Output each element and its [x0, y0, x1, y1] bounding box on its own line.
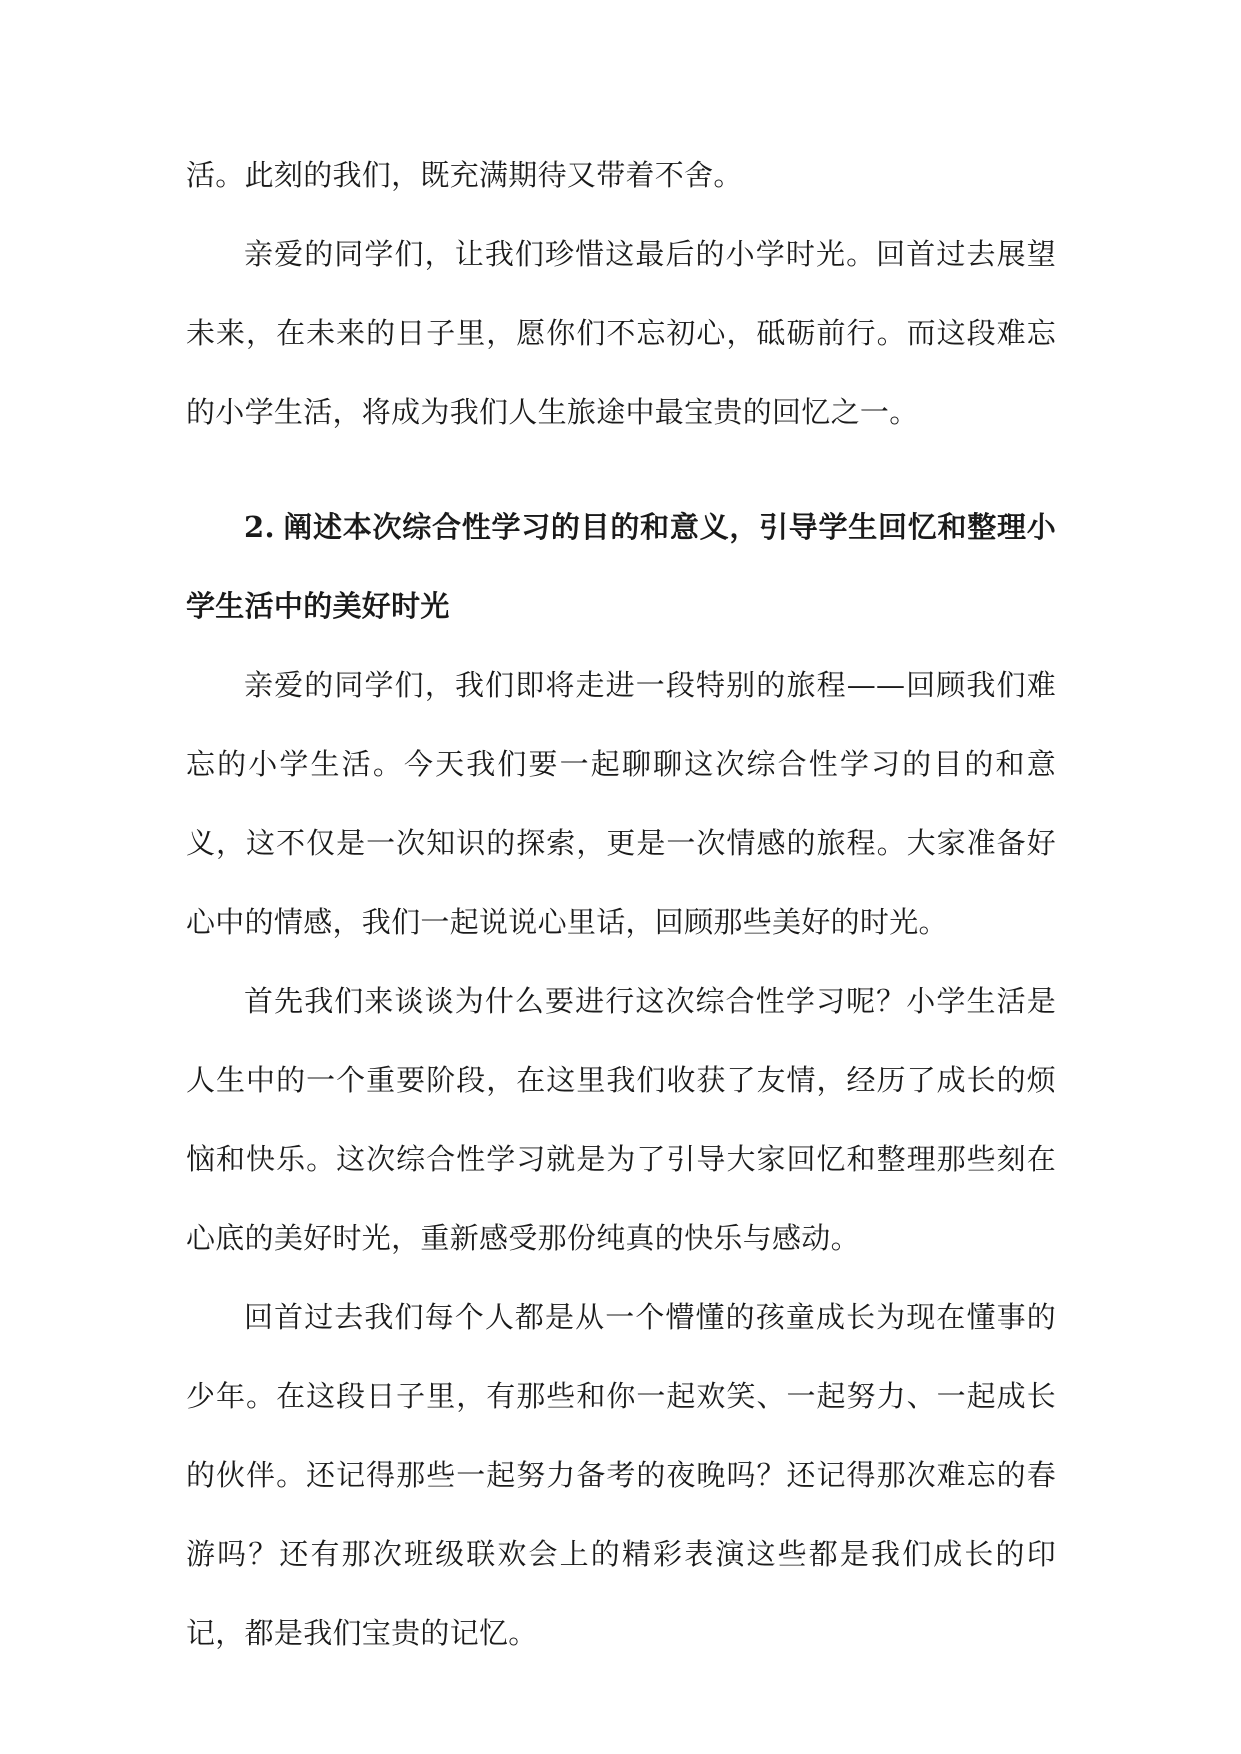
- paragraph-purpose: 首先我们来谈谈为什么要进行这次综合性学习呢？小学生活是人生中的一个重要阶段，在这里我们收获了友情，经历了成长的烦恼和快乐。这次综合性学习就是为了引导大家回忆和整理那些刻在心底的美好时光，重新感受那份纯真的快乐与感动。: [186, 984, 1056, 1255]
- paragraph-memories: 回首过去我们每个人都是从一个懵懂的孩童成长为现在懂事的少年。在这段日子里，有那些和你一起欢笑、一起努力、一起成长的伙伴。还记得那些一起努力备考的夜晚吗？还记得那次难忘的春游吗？还有那次班级联欢会上的精彩表演这些都是我们成长的印记，都是我们宝贵的记忆。: [186, 1300, 1056, 1650]
- paragraph-continuation: 活。此刻的我们，既充满期待又带着不舍。: [186, 158, 743, 192]
- document-body: [186, 136, 1056, 1673]
- paragraph-introduction: 亲爱的同学们，我们即将走进一段特别的旅程——回顾我们难忘的小学生活。今天我们要一起聊聊这次综合性学习的目的和意义，这不仅是一次知识的探索，更是一次情感的旅程。大家准备好心中的情感，我们一起说说心里话，回顾那些美好的时光。: [186, 668, 1056, 939]
- section-heading-text: 阐述本次综合性学习的目的和意义，引导学生回忆和整理小学生活中的美好时光: [186, 510, 1056, 623]
- paragraph-closing-wish: 亲爱的同学们，让我们珍惜这最后的小学时光。回首过去展望未来，在未来的日子里，愿你们不忘初心，砥砺前行。而这段难忘的小学生活，将成为我们人生旅途中最宝贵的回忆之一。: [186, 237, 1056, 429]
- section-heading: [186, 488, 1056, 646]
- section-heading-number: 2.: [244, 510, 275, 544]
